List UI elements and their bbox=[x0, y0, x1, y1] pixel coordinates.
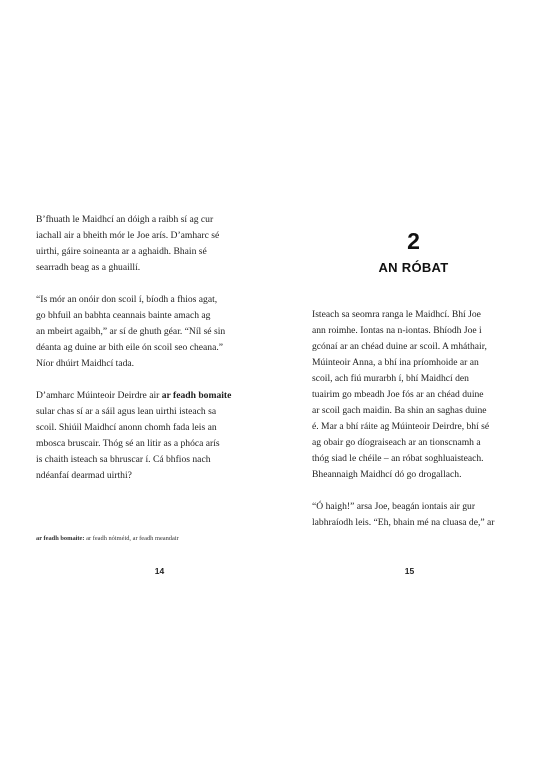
glossary-footnote bbox=[36, 535, 261, 542]
left-body-text bbox=[36, 212, 261, 500]
text-line: gcónaí ar an chéad duine ar scoil. A mháthair, bbox=[312, 341, 487, 352]
text-line: ag obair go díograiseach ar an tionscnamh a bbox=[312, 437, 481, 448]
right-page bbox=[276, 0, 551, 780]
text-line: iachall air a bheith mór le Joe arís. D’amharc sé bbox=[36, 230, 220, 241]
page-number: 14 bbox=[154, 566, 165, 576]
paragraph bbox=[36, 292, 261, 372]
gloss-term: ar feadh bomaite: bbox=[36, 535, 85, 542]
left-page bbox=[0, 0, 275, 780]
text-line: ar scoil gach maidin. Ba shin an saghas duine bbox=[312, 405, 487, 416]
page-number: 15 bbox=[404, 566, 415, 576]
text-line: tuairim go mbeadh Joe fós ar an chéad duine bbox=[312, 389, 484, 400]
text-line: D’amharc Múinteoir Deirdre air bbox=[36, 390, 162, 401]
text-line: uirthi, gáire soineanta ar a aghaidh. Bhain sé bbox=[36, 246, 207, 257]
paragraph bbox=[312, 307, 527, 483]
text-line: mbosca bruscair. Thóg sé an litir as a phóca arís bbox=[36, 438, 220, 449]
text-line: an mbeirt agaibh,” ar sí de ghuth géar. “Níl sé sin bbox=[36, 326, 226, 337]
paragraph bbox=[312, 499, 527, 531]
paragraph bbox=[36, 388, 261, 484]
text-line: ndéanfaí dearmad uirthi? bbox=[36, 470, 132, 481]
text-line: “Ó haigh!” arsa Joe, beagán iontais air gur bbox=[312, 501, 476, 512]
chapter-number: 2 bbox=[407, 228, 420, 254]
text-line: sular chas sí ar a sáil agus lean uirthi isteach sa bbox=[36, 406, 217, 417]
text-line: is chaith isteach sa bhruscar í. Cá bhfios nach bbox=[36, 454, 211, 465]
text-line: scoil. Shiúil Maidhcí anonn chomh fada leis an bbox=[36, 422, 217, 433]
text-line: Múinteoir Anna, a bhí ina príomhoide ar an bbox=[312, 357, 479, 368]
text-line: é. Mar a bhí ráite ag Múinteoir Deirdre, bhí sé bbox=[312, 421, 490, 432]
gloss-definition: ar feadh nóiméid, ar feadh meandair bbox=[84, 535, 179, 542]
text-line: thóg siad le chéile – an róbat soghluaisteach. bbox=[312, 453, 484, 464]
paragraph bbox=[36, 212, 261, 276]
text-line: searradh beag as a ghuaillí. bbox=[36, 262, 141, 273]
text-line: go bhfuil an babhta ceannais bainte amach ag bbox=[36, 310, 211, 321]
glossed-phrase: ar feadh bomaite bbox=[161, 390, 232, 401]
text-line: Níor dhúirt Maidhcí tada. bbox=[36, 358, 135, 369]
text-line: Bheannaigh Maidhcí dó go drogallach. bbox=[312, 469, 462, 480]
text-line: Isteach sa seomra ranga le Maidhcí. Bhí Joe bbox=[312, 309, 481, 320]
text-line: déanta ag duine ar bith eile ón scoil seo cheana.” bbox=[36, 342, 223, 353]
chapter-title: AN RÓBAT bbox=[378, 260, 449, 275]
text-line: scoil, ach fiú murarbh í, bhí Maidhcí den bbox=[312, 373, 469, 384]
text-line: “Is mór an onóir don scoil í, bíodh a fhios agat, bbox=[36, 294, 218, 305]
text-line: labhraíodh leis. “Eh, bhain mé na cluasa de,” ar bbox=[312, 517, 495, 528]
text-line: ann roimhe. Iontas na n-iontas. Bhíodh Joe i bbox=[312, 325, 482, 336]
right-body-text bbox=[312, 307, 527, 547]
text-line: B’fhuath le Maidhcí an dóigh a raibh sí ag cur bbox=[36, 214, 214, 225]
